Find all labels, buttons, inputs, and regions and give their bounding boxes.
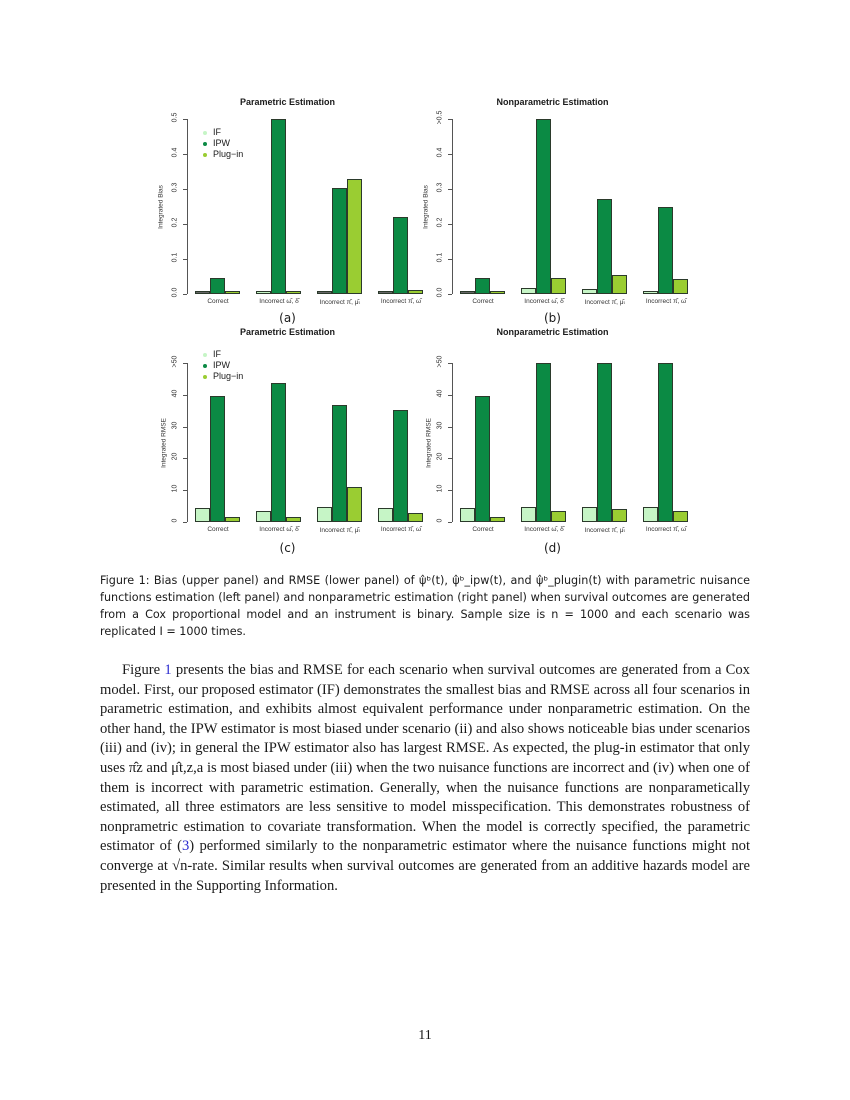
- bar-plug-in: [673, 511, 688, 522]
- x-tick-label: Incorrect π̂, μ̂ₜ: [319, 527, 361, 534]
- legend-label: IF: [213, 349, 221, 359]
- legend-dot-icon: [203, 375, 207, 379]
- y-tick-label: 20: [171, 453, 179, 461]
- legend-dot-icon: [203, 153, 207, 157]
- y-axis-label: Integrated RMSE: [160, 417, 168, 468]
- y-tick: [448, 490, 452, 491]
- bar-group: [195, 363, 244, 522]
- panel-label: (b): [544, 311, 561, 325]
- bar-ipw: [271, 119, 286, 294]
- bar-plug-in: [286, 291, 301, 294]
- x-tick-label: Incorrect π̂, μ̂ₜ: [584, 299, 626, 306]
- panel-a: [155, 97, 420, 332]
- bar-ipw: [536, 119, 551, 294]
- y-tick-label: 0.1: [436, 252, 444, 263]
- bar-group: [378, 119, 424, 294]
- bar-ipw: [271, 383, 286, 522]
- x-tick-label: Incorrect π̂, μ̂ₜ: [584, 527, 626, 534]
- panel-label: (c): [279, 541, 296, 555]
- y-tick: [183, 522, 187, 523]
- bar-if: [317, 507, 332, 522]
- y-tick: [183, 119, 187, 120]
- bar-if: [521, 288, 536, 294]
- x-tick-label: Incorrect π̂, μ̂ₜ: [319, 299, 361, 306]
- legend-label: Plug−in: [213, 371, 244, 381]
- y-tick: [183, 294, 187, 295]
- y-tick: [448, 395, 452, 396]
- bar-if: [460, 508, 475, 522]
- bar-group: [317, 119, 363, 294]
- x-tick-label: Incorrect π̂, ω̂: [645, 526, 687, 533]
- y-axis-label: Integrated RMSE: [425, 417, 433, 468]
- x-tick-label: Incorrect ω̂, δ̂: [524, 298, 564, 305]
- bar-ipw: [210, 396, 225, 522]
- legend-label: IF: [213, 127, 221, 137]
- bar-if: [582, 507, 597, 522]
- bar-ipw: [475, 396, 490, 522]
- plot-area: [157, 112, 422, 306]
- y-tick-label: 0.3: [436, 182, 444, 193]
- bar-if: [460, 291, 475, 294]
- y-tick-label: 0.5: [171, 112, 179, 123]
- y-tick-label: >50: [171, 355, 179, 368]
- bar-group: [460, 363, 506, 522]
- plot-area: [160, 349, 422, 534]
- y-tick-label: 0: [171, 518, 179, 523]
- bar-group: [643, 119, 689, 294]
- x-tick-label: Correct: [472, 298, 494, 305]
- y-tick-label: 0.3: [171, 182, 179, 193]
- y-tick: [183, 259, 187, 260]
- y-tick: [448, 259, 452, 260]
- x-tick-label: Incorrect π̂, ω̂: [645, 298, 687, 305]
- bar-if: [317, 291, 332, 294]
- x-tick-label: Incorrect ω̂, δ̂: [524, 526, 564, 533]
- y-tick: [448, 427, 452, 428]
- y-axis-label: Integrated Bias: [422, 184, 430, 229]
- bar-if: [521, 507, 536, 522]
- y-tick: [183, 395, 187, 396]
- bar-group: [582, 363, 628, 522]
- y-tick: [183, 189, 187, 190]
- y-tick-label: 30: [436, 421, 444, 429]
- bar-group: [378, 363, 424, 522]
- bar-plug-in: [347, 179, 362, 294]
- body-text-segment: Figure: [122, 662, 165, 678]
- panel-d: [420, 327, 685, 562]
- body-paragraph: [100, 661, 750, 896]
- y-tick: [183, 224, 187, 225]
- y-tick-label: 40: [436, 389, 444, 398]
- y-tick-label: 0.1: [171, 252, 179, 263]
- figure-caption: Figure 1: Bias (upper panel) and RMSE (lower panel) of ψ̂ᵇ(t), ψ̂ᵇ_ipw(t), and ψ̂ᵇ_plugin(t) with parametric nuisance functions estimation (left panel) and nonparametric estimation (right panel) when survival outcomes are generated from a Cox proportional model and an instrument is binary. Sample size is n = 1000 and each scenario was replicated I = 1000 times.: [100, 574, 750, 638]
- x-tick-label: Correct: [207, 298, 229, 305]
- y-tick-label: 10: [436, 484, 444, 493]
- y-tick-label: 0.4: [171, 147, 179, 158]
- panel-title: Nonparametric Estimation: [496, 97, 609, 107]
- x-tick-label: Incorrect π̂, ω̂: [380, 526, 422, 533]
- y-tick: [448, 522, 452, 523]
- legend: [203, 127, 243, 160]
- bar-if: [256, 511, 271, 522]
- legend-dot-icon: [203, 142, 207, 146]
- legend-dot-icon: [203, 364, 207, 368]
- legend-item: [203, 349, 243, 360]
- bar-plug-in: [490, 517, 505, 522]
- y-tick-label: 0.2: [436, 217, 444, 228]
- bar-if: [195, 291, 210, 294]
- bar-if: [643, 291, 658, 294]
- legend-dot-icon: [203, 131, 207, 135]
- panel-title: Parametric Estimation: [239, 327, 336, 337]
- bar-ipw: [332, 405, 347, 522]
- bar-plug-in: [612, 275, 627, 294]
- y-tick: [448, 189, 452, 190]
- legend-item: [203, 371, 243, 382]
- bar-ipw: [393, 217, 408, 294]
- bar-group: [582, 119, 628, 294]
- bar-if: [378, 291, 393, 294]
- bar-plug-in: [347, 487, 362, 522]
- x-tick-label: Correct: [472, 526, 494, 533]
- bar-ipw: [597, 199, 612, 294]
- y-tick-label: 0.0: [171, 287, 179, 298]
- bar-plug-in: [551, 278, 566, 294]
- y-tick-label: >0.5: [436, 110, 444, 125]
- y-tick: [183, 427, 187, 428]
- bar-ipw: [597, 363, 612, 522]
- bar-ipw: [658, 207, 673, 295]
- y-tick-label: 0.2: [171, 217, 179, 228]
- body-text-segment: presents the bias and RMSE for each scenario when survival outcomes are generated from a Cox model. First, our proposed estimator (IF) demonstrates the smallest bias and RMSE across all four scenarios in parametric estimation, and exhibits almost equivalent performance under nonparametric estimation. On the other hand, the IPW estimator is most biased under scenario (ii) and also shows noticeable bias under scenarios (iii) and (iv); in general the IPW estimator also has largest RMSE. As expected, the plug-in estimator that only uses π̂z and μ̂t,z,a is most biased under (iii) when the two nuisance functions are incorrect and (iv) when one of them is incorrect with parametric estimation. Generally, when the nuisance functions are nonparametically estimated, all three estimators are less sensitive to model misspecification. This demonstrates robustness of nonprametric estimation to covariate transformation. When the model is correctly specified, the parametric estimator of (: [100, 662, 750, 855]
- x-tick-label: Correct: [207, 526, 229, 533]
- y-tick: [183, 154, 187, 155]
- panel-label: (a): [279, 311, 296, 325]
- legend-label: Plug−in: [213, 149, 244, 159]
- legend-item: [203, 127, 243, 138]
- y-tick: [183, 458, 187, 459]
- bar-ipw: [210, 278, 225, 294]
- y-axis-label: Integrated Bias: [157, 184, 165, 229]
- legend-dot-icon: [203, 353, 207, 357]
- bar-group: [317, 363, 363, 522]
- panel-title: Nonparametric Estimation: [496, 327, 609, 337]
- bar-plug-in: [490, 291, 505, 294]
- bar-ipw: [393, 410, 408, 522]
- bar-group: [256, 363, 302, 522]
- y-tick-label: 10: [171, 484, 179, 493]
- y-tick-label: >50: [436, 355, 444, 368]
- y-tick: [183, 363, 187, 364]
- figure-reference-link[interactable]: 1: [164, 662, 172, 678]
- bar-group: [256, 119, 302, 294]
- bar-ipw: [332, 188, 347, 294]
- y-axis: [452, 363, 453, 522]
- legend-label: IPW: [213, 138, 230, 148]
- bar-plug-in: [673, 279, 688, 294]
- y-axis: [452, 119, 453, 294]
- legend-label: IPW: [213, 360, 230, 370]
- y-tick: [448, 154, 452, 155]
- legend-item: [203, 138, 243, 149]
- legend-item: [203, 149, 243, 160]
- bar-if: [582, 289, 597, 294]
- page-number: 11: [418, 1028, 432, 1043]
- bar-ipw: [475, 278, 490, 294]
- x-tick-label: Incorrect ω̂, δ̂: [259, 526, 299, 533]
- y-axis: [187, 363, 188, 522]
- bar-if: [256, 291, 271, 294]
- bar-ipw: [658, 363, 673, 522]
- x-tick-label: Incorrect π̂, ω̂: [380, 298, 422, 305]
- legend: [203, 349, 243, 382]
- y-tick-label: 40: [171, 389, 179, 398]
- y-tick: [448, 363, 452, 364]
- bar-plug-in: [551, 511, 566, 522]
- panel-title: Parametric Estimation: [239, 97, 336, 107]
- panel-label: (d): [544, 541, 561, 555]
- panel-c: [155, 327, 420, 562]
- bar-plug-in: [225, 291, 240, 294]
- y-tick-label: 30: [171, 421, 179, 429]
- y-tick-label: 0.4: [436, 147, 444, 158]
- legend-item: [203, 360, 243, 371]
- x-tick-label: Incorrect ω̂, δ̂: [259, 298, 299, 305]
- bar-if: [643, 507, 658, 522]
- plot-area: [425, 355, 687, 534]
- bar-ipw: [536, 363, 551, 522]
- bar-plug-in: [225, 517, 240, 522]
- equation-reference-link[interactable]: 3: [181, 838, 190, 855]
- y-tick-label: 20: [436, 453, 444, 461]
- y-tick: [448, 458, 452, 459]
- y-axis: [187, 119, 188, 294]
- bar-group: [521, 363, 567, 522]
- bar-group: [521, 119, 567, 294]
- bar-group: [460, 119, 506, 294]
- y-tick: [183, 490, 187, 491]
- panel-b: [420, 97, 685, 332]
- y-tick: [448, 294, 452, 295]
- bar-plug-in: [286, 517, 301, 522]
- plot-area: [422, 110, 687, 306]
- bar-group: [643, 363, 689, 522]
- y-tick: [448, 224, 452, 225]
- y-tick-label: 0.0: [436, 287, 444, 298]
- bar-if: [378, 508, 393, 522]
- body-text-segment: ) performed similarly to the nonparametric estimator where the nuisance functions might not converge at √n-rate. Similar results when survival outcomes are generated from an additive hazards model are presented in the Supporting Information.: [100, 838, 751, 894]
- y-tick-label: 0: [436, 518, 444, 523]
- y-tick: [448, 119, 452, 120]
- bar-plug-in: [612, 509, 627, 522]
- bar-if: [195, 508, 210, 522]
